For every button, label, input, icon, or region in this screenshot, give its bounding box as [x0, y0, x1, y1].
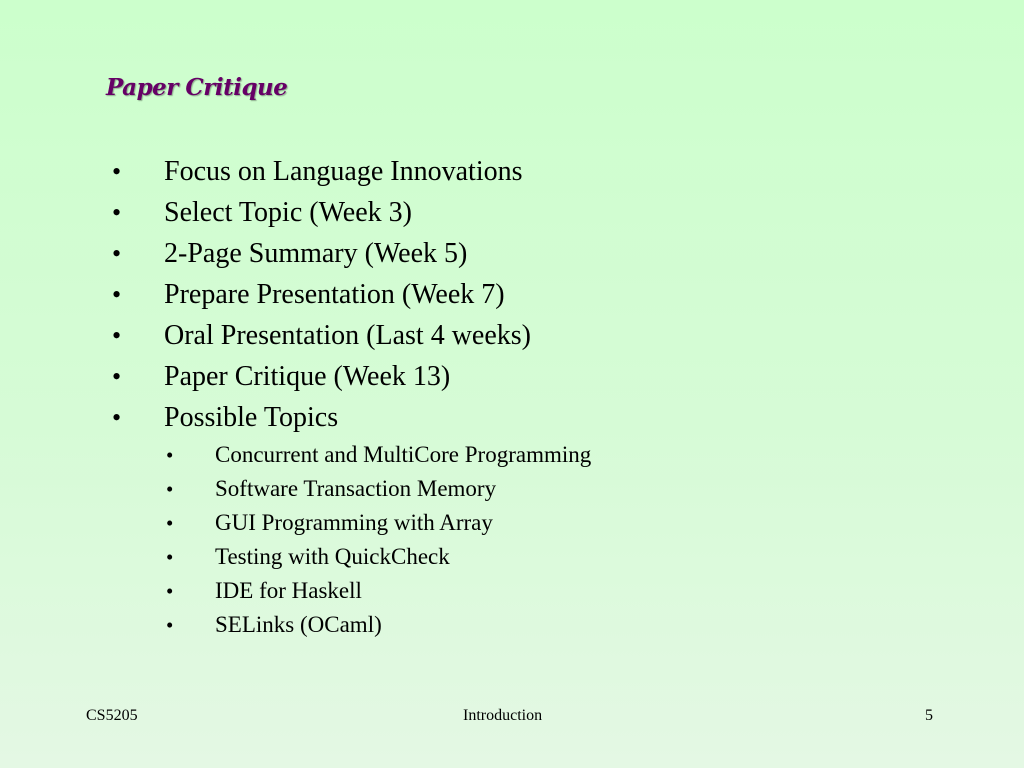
footer-section-title: Introduction [463, 707, 543, 724]
sub-bullet-text: Software Transaction Memory [215, 476, 497, 501]
bullet-text: Prepare Presentation (Week 7) [164, 279, 505, 310]
bullet-text: Paper Critique (Week 13) [164, 361, 451, 392]
footer-slide-number: 5 [925, 707, 933, 724]
sub-bullet-text: Testing with QuickCheck [215, 544, 450, 569]
sub-bullet-text: IDE for Haskell [215, 578, 362, 603]
sub-bullet-text: SELinks (OCaml) [215, 612, 382, 637]
sub-bullet-dot-icon: • [166, 579, 174, 603]
bullet-text: Focus on Language Innovations [164, 156, 523, 187]
bullet-dot-icon: • [112, 157, 122, 186]
sub-bullet-dot-icon: • [166, 545, 174, 569]
sub-bullet-dot-icon: • [166, 613, 174, 637]
bullet-dot-icon: • [112, 403, 122, 432]
sub-bullet-dot-icon: • [166, 443, 174, 467]
slide-title: Paper Critique [106, 74, 288, 101]
bullet-text: Select Topic (Week 3) [164, 197, 412, 228]
sub-bullet-text: GUI Programming with Array [215, 510, 493, 535]
bullet-text: 2-Page Summary (Week 5) [164, 238, 468, 269]
sub-bullet-dot-icon: • [166, 511, 174, 535]
bullet-dot-icon: • [112, 280, 122, 309]
sub-bullet-text: Concurrent and MultiCore Programming [215, 442, 592, 467]
bullet-dot-icon: • [112, 198, 122, 227]
sub-bullet-dot-icon: • [166, 477, 174, 501]
bullet-dot-icon: • [112, 362, 122, 391]
bullet-text: Oral Presentation (Last 4 weeks) [164, 320, 531, 351]
bullet-text: Possible Topics [164, 402, 339, 433]
bullet-dot-icon: • [112, 321, 122, 350]
bullet-dot-icon: • [112, 239, 122, 268]
footer-course-code: CS5205 [86, 707, 138, 724]
